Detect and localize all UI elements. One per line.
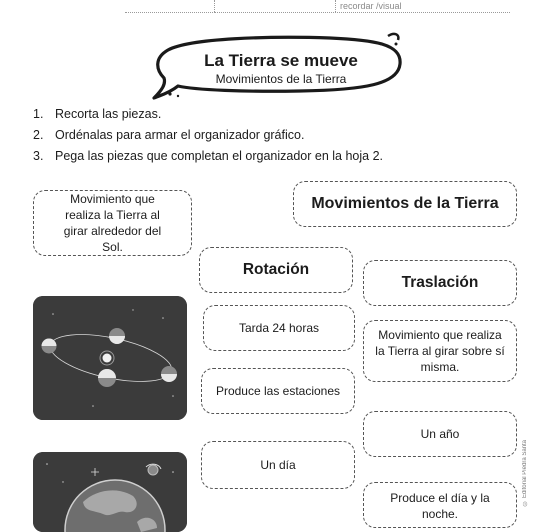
card-produce-dia-noche[interactable]: Produce el día y la noche.	[363, 482, 517, 528]
orbit-photo[interactable]	[33, 296, 187, 420]
top-rule-right	[215, 12, 510, 13]
top-rule-divider-2	[335, 0, 336, 12]
card-tarda-24-horas[interactable]: Tarda 24 horas	[203, 305, 355, 351]
instruction-item: 1. Recorta las piezas.	[33, 107, 162, 121]
card-main-heading[interactable]: Movimientos de la Tierra	[293, 181, 517, 227]
card-traslacion[interactable]: Traslación	[363, 260, 517, 306]
card-rotation-definition[interactable]: Movimiento que realiza la Tierra al girar sobre sí misma.	[363, 320, 517, 382]
instruction-item: 2. Ordénalas para armar el organizador gráfico.	[33, 128, 305, 142]
copyright-notice: © Editorial Piedra Santa	[522, 440, 528, 506]
top-rule-left	[125, 12, 215, 13]
header-note: recordar /visual	[340, 1, 402, 11]
earth-globe-icon	[33, 452, 187, 532]
card-un-dia[interactable]: Un día	[201, 441, 355, 489]
card-rotacion[interactable]: Rotación	[199, 247, 353, 293]
top-rule-divider-1	[214, 0, 215, 12]
page-subtitle: Movimientos de la Tierra	[215, 72, 347, 86]
card-produce-estaciones[interactable]: Produce las estaciones	[201, 368, 355, 414]
instructions-list	[33, 104, 383, 167]
instruction-item: 3. Pega las piezas que completan el organizador en la hoja 2.	[33, 149, 383, 163]
page-title: La Tierra se mueve	[204, 51, 358, 70]
title-bubble	[150, 30, 412, 100]
card-un-ano[interactable]: Un año	[363, 411, 517, 457]
orbit-diagram-icon	[33, 296, 187, 420]
earth-photo[interactable]	[33, 452, 187, 532]
card-translation-definition[interactable]: Movimiento que realiza la Tierra al girar alrededor del Sol.	[33, 190, 192, 256]
